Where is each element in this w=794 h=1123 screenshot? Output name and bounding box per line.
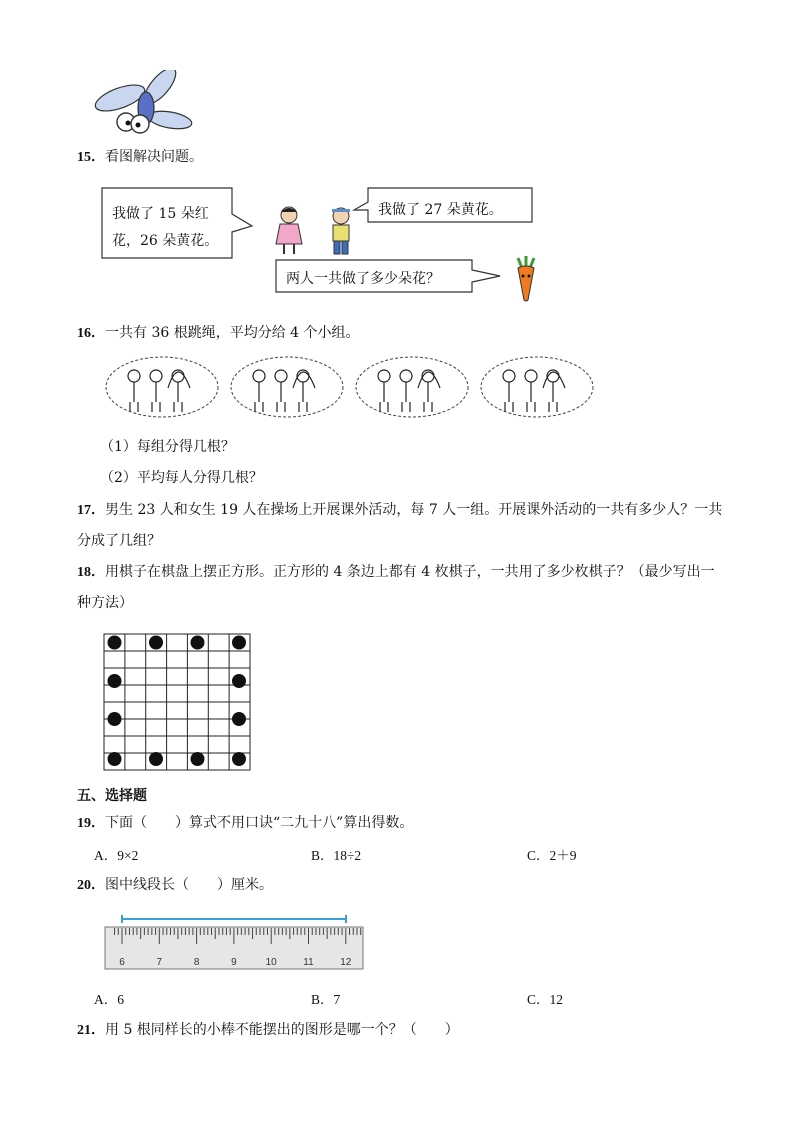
question-number: 17．: [77, 503, 105, 518]
q18-line2: 种方法）: [77, 595, 133, 611]
question-text-line1: 用棋子在棋盘上摆正方形。正方形的 4 条边上都有 4 枚棋子，一共用了多少枚棋子？（最少写出一: [105, 564, 715, 580]
question-16: [77, 322, 360, 342]
ruler-label: 7: [156, 957, 163, 968]
question-text: 看图解决问题。: [105, 149, 203, 165]
girl-figure: [272, 206, 306, 256]
question-17: [77, 499, 722, 519]
question-number: 20．: [77, 878, 105, 893]
group-3: [356, 357, 468, 417]
ruler-label: 12: [340, 957, 352, 968]
question-number: 16．: [77, 326, 105, 341]
ruler-label: 10: [265, 957, 277, 968]
carrot-figure: [508, 254, 544, 302]
group-1: [106, 357, 218, 417]
chessboard: [100, 630, 254, 772]
question-number: 19．: [77, 816, 105, 831]
question-18: [77, 561, 715, 581]
ruler-label: 8: [193, 957, 200, 968]
bubble-left-line1: 我做了 15 朵红: [112, 206, 209, 222]
speech-bubble-left: [100, 186, 260, 262]
question-text: 用 5 根同样长的小棒不能摆出的图形是哪一个？（ ）: [105, 1022, 459, 1038]
question-20: [77, 874, 273, 894]
group-2: [231, 357, 343, 417]
question-21: [77, 1019, 459, 1039]
dragonfly-illustration: [90, 70, 200, 138]
q20-option-a[interactable]: A．6: [94, 992, 124, 1007]
ruler-figure: [104, 912, 366, 972]
q20-option-b[interactable]: B．7: [311, 992, 341, 1007]
ruler-label: 6: [119, 957, 125, 968]
question-15: [77, 146, 203, 166]
ruler-label: 11: [303, 957, 314, 968]
section-heading: 五、选择题: [77, 788, 147, 804]
q20-option-c[interactable]: C．12: [527, 992, 564, 1007]
question-text-line1: 男生 23 人和女生 19 人在操场上开展课外活动，每 7 人一组。开展课外活动的一共有多少人？一共: [105, 502, 723, 518]
q19-option-a[interactable]: A．9×2: [94, 848, 139, 863]
question-text: 图中线段长（ ）厘米。: [105, 877, 273, 893]
q19-option-c[interactable]: C．2＋9: [527, 848, 577, 863]
question-text: 下面（ ）算式不用口诀“二九十八”算出得数。: [105, 815, 414, 831]
question-number: 15．: [77, 150, 105, 165]
bubble-bottom-text: 两人一共做了多少朵花？: [286, 271, 440, 287]
q17-line2: 分成了几组？: [77, 533, 161, 549]
question-text: 一共有 36 根跳绳，平均分给 4 个小组。: [105, 325, 360, 341]
group-4: [481, 357, 593, 417]
q19-option-b[interactable]: B．18÷2: [311, 848, 362, 863]
question-number: 21．: [77, 1023, 105, 1038]
ruler-label: 9: [231, 957, 237, 968]
question-number: 18．: [77, 565, 105, 580]
q16-sub1: （1）每组分得几根？: [100, 439, 235, 455]
question-19: [77, 812, 413, 832]
jump-rope-groups: [104, 354, 604, 424]
bubble-left-line2: 花，26 朵黄花。: [112, 233, 219, 249]
q16-sub2: （2）平均每人分得几根？: [100, 470, 263, 486]
bubble-right-text: 我做了 27 朵黄花。: [378, 202, 503, 218]
